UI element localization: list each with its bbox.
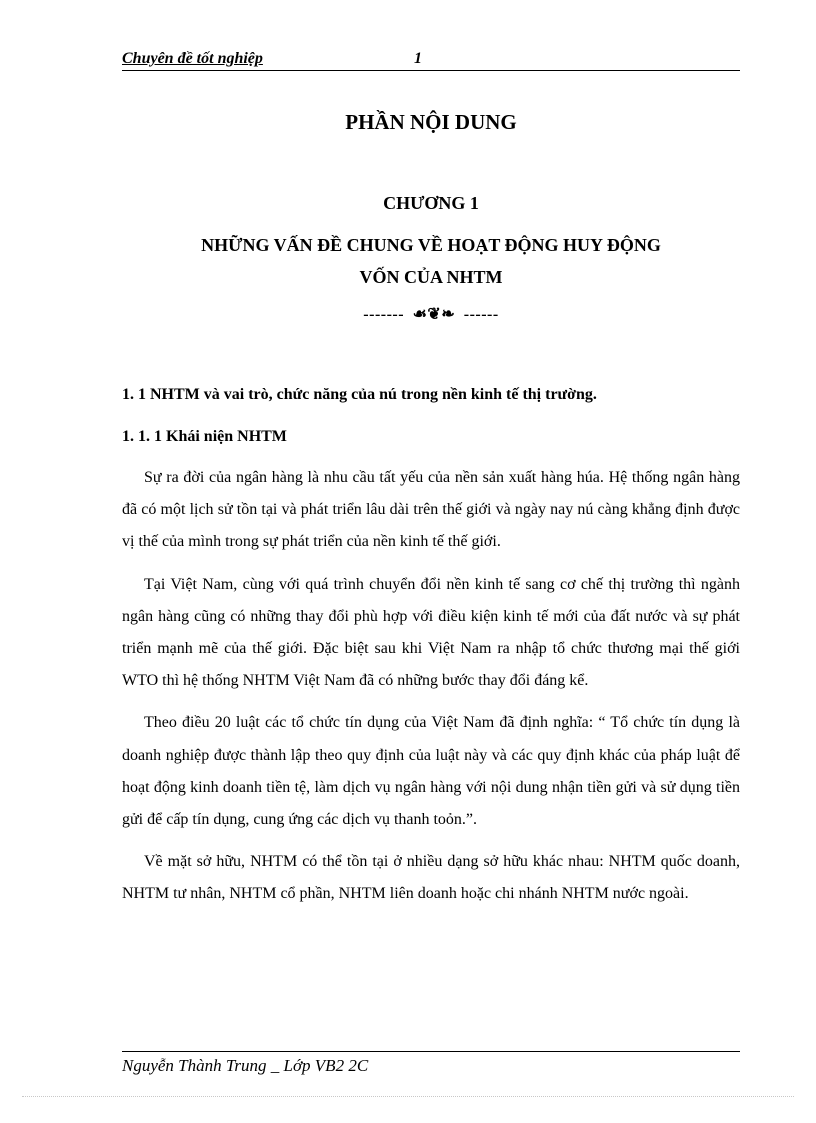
paragraph: Tại Việt Nam, cùng với quá trình chuyển đổi nền kinh tế sang cơ chế thị trường thì ngành ngân hàng cũng có những thay đổi phù hợp với điều kiện kinh tế mới của đất nước và sự phát triển mạnh mẽ của thế giới. Đặc biệt sau khi Việt Nam ra nhập tổ chức thương mại thế giới WTO thì hệ thống NHTM Việt Nam đã có những bước thay đổi đáng kể. <box>122 575 740 690</box>
ornament-divider <box>122 304 740 324</box>
chapter-label: CHƯƠNG 1 <box>383 193 479 213</box>
part-title: PHẦN NỘI DUNG <box>345 110 517 134</box>
ornament-left-dashes: ------- <box>363 306 405 323</box>
chapter-title-line-2: VỐN CỦA NHTM <box>359 267 503 287</box>
paragraph: Về mặt sở hữu, NHTM có thể tồn tại ở nhiều dạng sở hữu khác nhau: NHTM quốc doanh, NHTM tư nhân, NHTM cổ phần, NHTM liên doanh hoặc chi nhánh NHTM nước ngoài. <box>122 853 740 903</box>
chapter-title-line-1: NHỮNG VẤN ĐỀ CHUNG VỀ HOẠT ĐỘNG HUY ĐỘNG <box>201 235 661 255</box>
paragraph: Theo điều 20 luật các tổ chức tín dụng của Việt Nam đã định nghĩa: “ Tổ chức tín dụng là doanh nghiệp được thành lập theo quy định của luật này và các quy định khác của pháp luật để hoạt động kinh doanh tiền tệ, làm dịch vụ ngân hàng với nội dung nhận tiền gửi và sử dụng tiền gửi để cấp tín dụng, cung ứng các dịch vụ thanh toỏn.”. <box>122 714 740 829</box>
footer-text: Nguyễn Thành Trung _ Lớp VB2 2C <box>122 1056 369 1075</box>
chapter-title <box>122 229 740 293</box>
page-footer <box>122 1051 740 1076</box>
section-heading-1-1-1: 1. 1. 1 Khái niện NHTM <box>122 428 287 445</box>
body-text <box>122 462 740 921</box>
header-page-number: 1 <box>414 50 422 67</box>
fleuron-icon: ☙❦❧ <box>412 306 456 323</box>
page-header <box>122 50 740 71</box>
paragraph: Sự ra đời của ngân hàng là nhu cầu tất yếu của nền sản xuất hàng húa. Hệ thống ngân hàng đã có một lịch sử tồn tại và phát triển lâu dài trên thế giới và ngày nay nú càng khẳng định được vị thế của mình trong sự phát triển của nền kinh tế thế giới. <box>122 469 740 551</box>
header-title: Chuyên đề tốt nghiệp <box>122 50 263 67</box>
ornament-right-dashes: ------ <box>463 306 499 323</box>
section-heading-1-1: 1. 1 NHTM và vai trò, chức năng của nú trong nền kinh tế thị trường. <box>122 386 597 403</box>
page-bottom-divider <box>22 1096 794 1097</box>
